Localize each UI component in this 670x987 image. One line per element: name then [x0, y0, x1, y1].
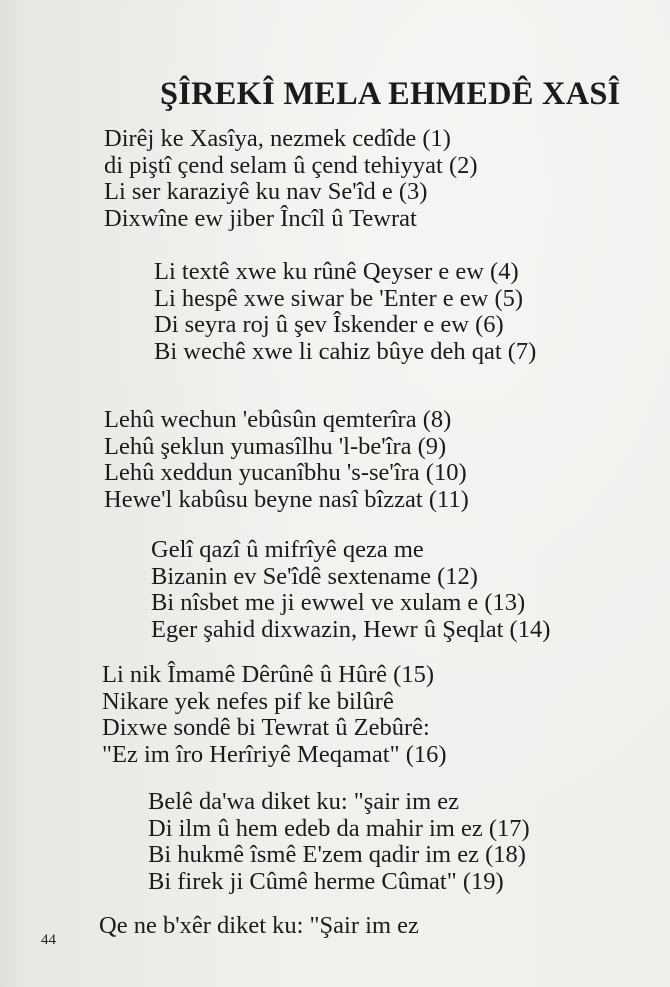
poem-title: ŞÎREKÎ MELA EHMEDÊ XASÎ [160, 76, 621, 113]
stanza-6 [148, 789, 530, 896]
stanza-7 [99, 913, 419, 940]
stanza-2 [154, 259, 536, 366]
poem-line: Bi firek ji Cûmê herme Cûmat" (19) [148, 868, 504, 896]
poem-line: Gelî qazî û mifrîyê qeza me [151, 536, 424, 563]
poem-line: "Ez im îro Herîriyê Meqamat" (16) [102, 741, 447, 769]
poem-line: Nikare yek nefes pif ke bilûrê [102, 687, 394, 715]
poem-line: Dirêj ke Xasîya, nezmek cedîde (1) [104, 125, 451, 152]
poem-line: Li nik Îmamê Dêrûnê û Hûrê (15) [102, 661, 434, 688]
poem-line: Li ser karaziyê ku nav Se'îd e (3) [104, 178, 428, 206]
poem-line: Bizanin ev Se'îdê sextename (12) [151, 562, 478, 590]
poem-line: Qe ne b'xêr diket ku: "Şair im ez [99, 912, 419, 939]
stanza-5 [102, 662, 447, 769]
poem-line: Lehû şeklun yumasîlhu 'l-be'îra (9) [104, 432, 447, 460]
poem-line: Bi hukmê îsmê E'zem qadir im ez (18) [148, 841, 526, 869]
stanza-3 [104, 407, 469, 514]
poem-line: Bi nîsbet me ji ewwel ve xulam e (13) [151, 589, 526, 617]
poem-line: Hewe'l kabûsu beyne nasî bîzzat (11) [104, 486, 469, 514]
poem-line: Li textê xwe ku rûnê Qeyser e ew (4) [154, 258, 519, 285]
poem-line: Dixwîne ew jiber Încîl û Tewrat [104, 205, 417, 233]
poem-line: Li hespê xwe siwar be 'Enter e ew (5) [154, 284, 524, 312]
stanza-1 [104, 126, 478, 233]
stanza-4 [151, 537, 550, 644]
poem-line: Di ilm û hem edeb da mahir im ez (17) [148, 814, 530, 842]
poem-line: Lehû wechun 'ebûsûn qemterîra (8) [104, 406, 452, 433]
page-number: 44 [41, 932, 56, 948]
poem-line: Di seyra roj û şev Îskender e ew (6) [154, 311, 504, 339]
poem-line: Lehû xeddun yucanîbhu 's-se'îra (10) [104, 459, 467, 487]
poem-line: Dixwe sondê bi Tewrat û Zebûrê: [102, 714, 430, 742]
poem-line: Belê da'wa diket ku: "şair im ez [148, 788, 460, 815]
poem-line: Eger şahid dixwazin, Hewr û Şeqlat (14) [151, 616, 551, 644]
poem-line: Bi wechê xwe li cahiz bûye deh qat (7) [154, 338, 537, 366]
page-gutter-shadow [0, 0, 28, 987]
poem-line: di piştî çend selam û çend tehiyyat (2) [104, 151, 478, 179]
